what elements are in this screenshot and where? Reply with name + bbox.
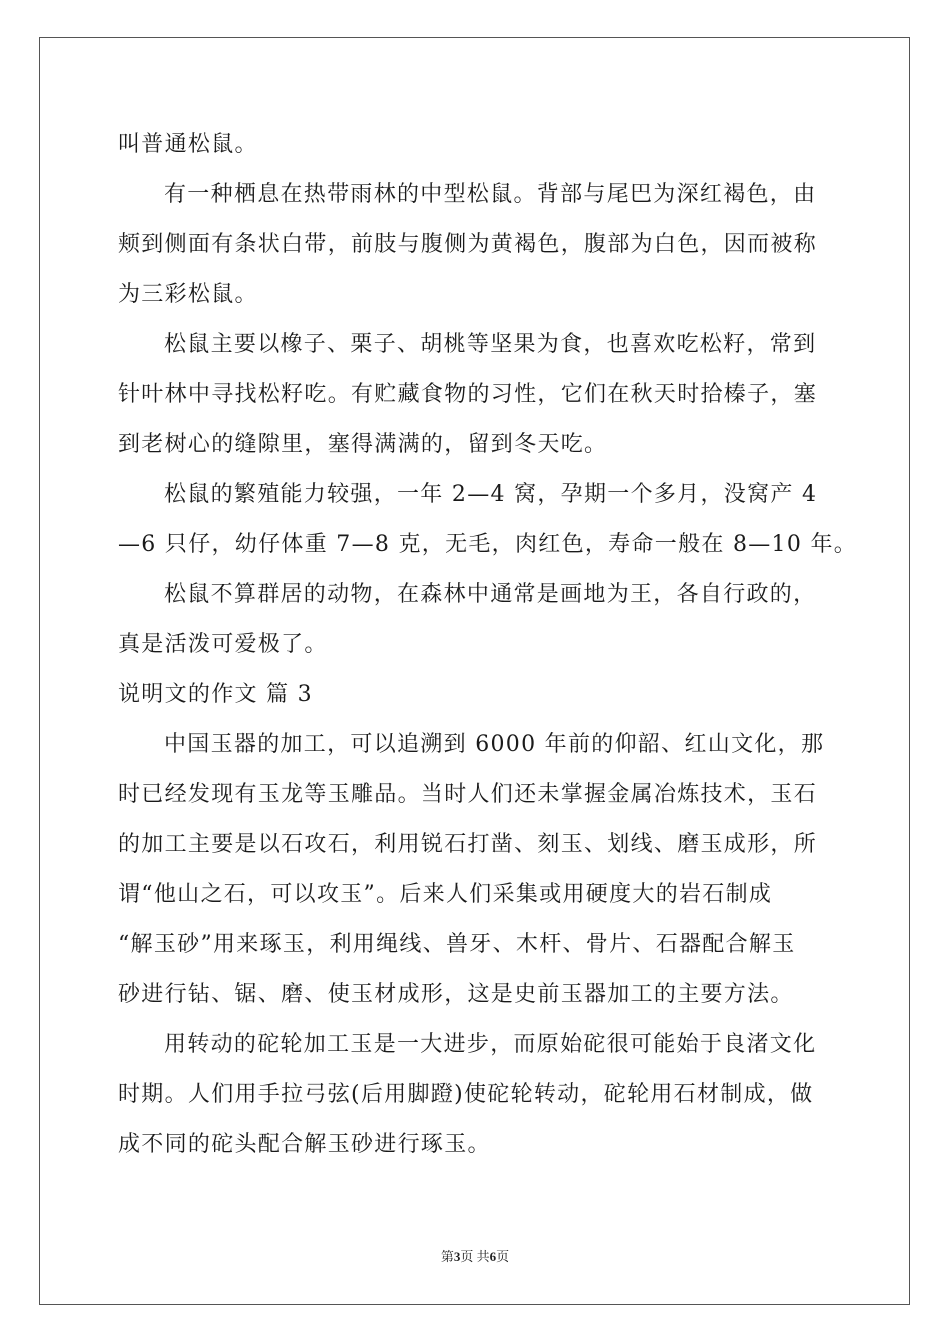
text-line: 时期。人们用手拉弓弦(后用脚蹬)使砣轮转动，砣轮用石材制成，做 (118, 1082, 814, 1107)
text-line: 时已经发现有玉龙等玉雕品。当时人们还未掌握金属冶炼技术，玉石 (118, 782, 818, 807)
text-line: 谓“他山之石，可以攻玉”。后来人们采集或用硬度大的岩石制成 (118, 882, 773, 907)
document-body (118, 120, 858, 1170)
text-line: 颊到侧面有条状白带，前肢与腹侧为黄褐色，腹部为白色，因而被称 (118, 232, 818, 257)
text-line: 中国玉器的加工，可以追溯到 6000 年前的仰韶、红山文化，那 (164, 732, 825, 757)
text-line: —6 只仔，幼仔体重 7—8 克，无毛，肉红色，寿命一般在 8—10 年。 (118, 532, 858, 557)
text-line: “解玉砂”用来琢玉，利用绳线、兽牙、木杆、骨片、石器配合解玉 (118, 932, 796, 957)
text-line: 叫普通松鼠。 (118, 132, 258, 157)
current-page-number: 3 (453, 1249, 461, 1264)
footer-mid: 页 共 (460, 1249, 490, 1264)
text-line: 有一种栖息在热带雨林的中型松鼠。背部与尾巴为深红褐色，由 (164, 182, 817, 207)
text-line: 的加工主要是以石攻石，利用锐石打凿、刻玉、划线、磨玉成形，所 (118, 832, 818, 857)
page-footer (0, 1246, 950, 1265)
text-line: 松鼠不算群居的动物，在森林中通常是画地为王，各自行政的， (164, 582, 817, 607)
text-line: 砂进行钻、锯、磨、使玉材成形，这是史前玉器加工的主要方法。 (118, 982, 794, 1007)
footer-prefix: 第 (440, 1249, 454, 1264)
text-line: 针叶林中寻找松籽吃。有贮藏食物的习性，它们在秋天时拾榛子，塞 (118, 382, 818, 407)
text-line: 松鼠的繁殖能力较强，一年 2—4 窝，孕期一个多月，没窝产 4 (164, 482, 818, 507)
text-line: 用转动的砣轮加工玉是一大进步，而原始砣很可能始于良渚文化 (164, 1032, 817, 1057)
text-line: 为三彩松鼠。 (118, 282, 258, 307)
section-heading: 说明文的作文 篇 3 (118, 682, 313, 707)
text-line: 真是活泼可爱极了。 (118, 632, 328, 657)
text-line: 松鼠主要以橡子、栗子、胡桃等坚果为食，也喜欢吃松籽，常到 (164, 332, 817, 357)
text-line: 到老树心的缝隙里，塞得满满的，留到冬天吃。 (118, 432, 608, 457)
text-line: 成不同的砣头配合解玉砂进行琢玉。 (118, 1132, 491, 1157)
footer-suffix: 页 (496, 1249, 510, 1264)
total-page-count: 6 (489, 1249, 497, 1264)
